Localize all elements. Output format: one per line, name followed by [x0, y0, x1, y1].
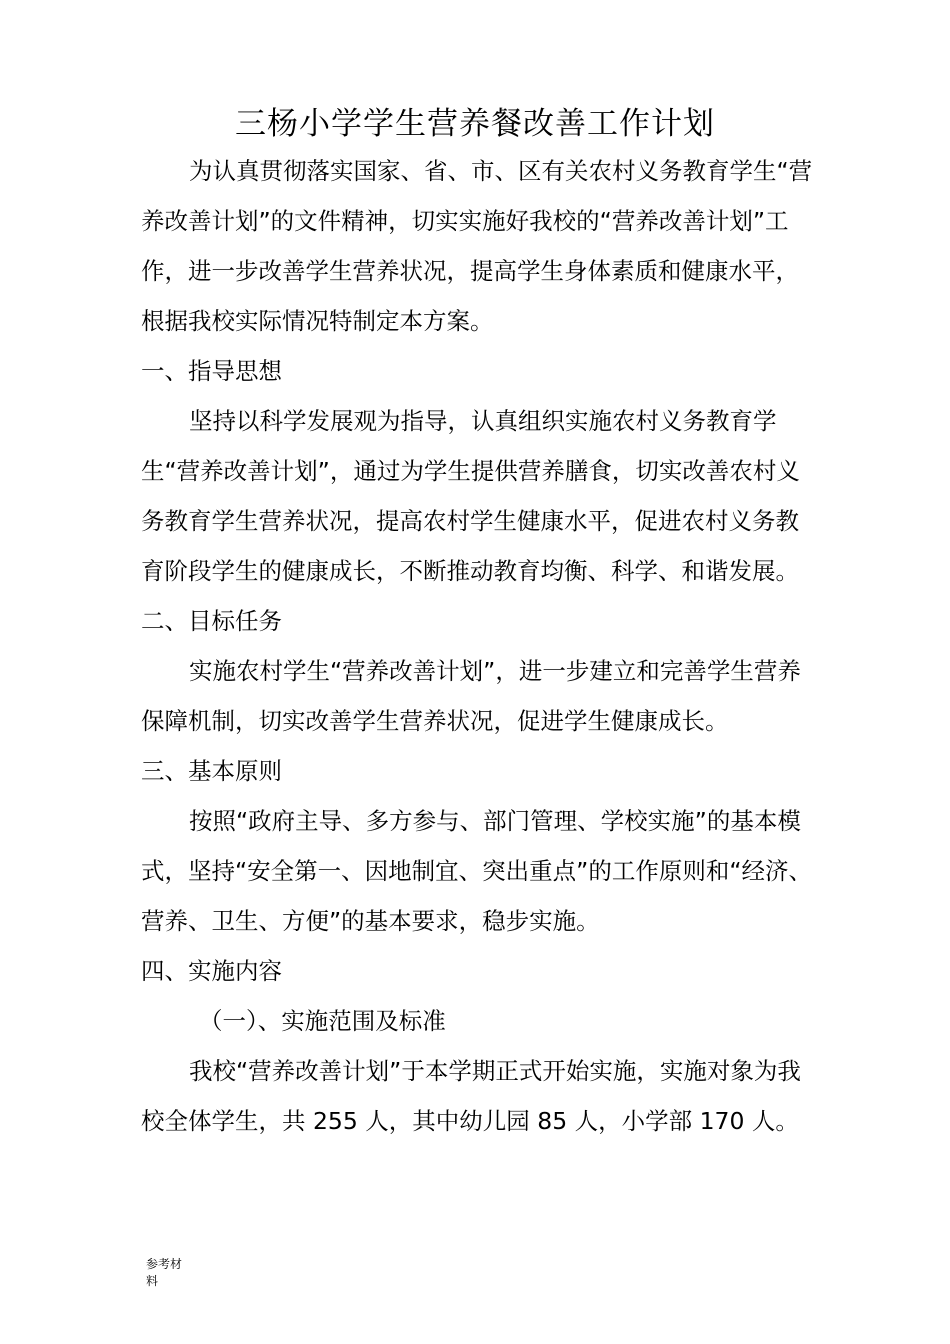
section-paragraph-goals: 实施农村学生“营养改善计划”，进一步建立和完善学生营养保障机制，切实改善学生营养状况，促进学生健康成长。: [141, 657, 801, 735]
section-heading-guiding-ideology: 一、指导思想: [141, 357, 282, 385]
subsection-heading-scope: （一）、实施范围及标准: [199, 1007, 446, 1035]
intro-paragraph: 为认真贯彻落实国家、省、市、区有关农村义务教育学生“营养改善计划”的文件精神，切实实施好我校的“营养改善计划”工作，进一步改善学生营养状况，提高学生身体素质和健康水平，根据我校实际情况特制定本方案。: [141, 157, 813, 335]
footer-note: [146, 1256, 196, 1290]
footer-note-line2: 料: [146, 1274, 159, 1288]
section-heading-principles: 三、基本原则: [141, 757, 282, 785]
section-heading-goals: 二、目标任务: [141, 607, 282, 635]
footer-note-line1: 参考材: [146, 1257, 183, 1271]
section-paragraph-scope: 我校“营养改善计划”于本学期正式开始实施，实施对象为我校全体学生，共 255 人，其中幼儿园 85 人，小学部 170 人。: [141, 1057, 801, 1135]
section-paragraph-guiding-ideology: 坚持以科学发展观为指导，认真组织实施农村义务教育学生“营养改善计划”，通过为学生提供营养膳食，切实改善农村义务教育学生营养状况，提高农村学生健康水平，促进农村义务教育阶段学生的健康成长，不断推动教育均衡、科学、和谐发展。: [141, 407, 800, 585]
document-body: [141, 146, 821, 1146]
document-title: 三杨小学学生营养餐改善工作计划: [235, 106, 715, 142]
section-heading-content: 四、实施内容: [141, 957, 282, 985]
section-paragraph-principles: 按照“政府主导、多方参与、部门管理、学校实施”的基本模式，坚持“安全第一、因地制宜、突出重点”的工作原则和“经济、营养、卫生、方便”的基本要求，稳步实施。: [141, 807, 813, 935]
